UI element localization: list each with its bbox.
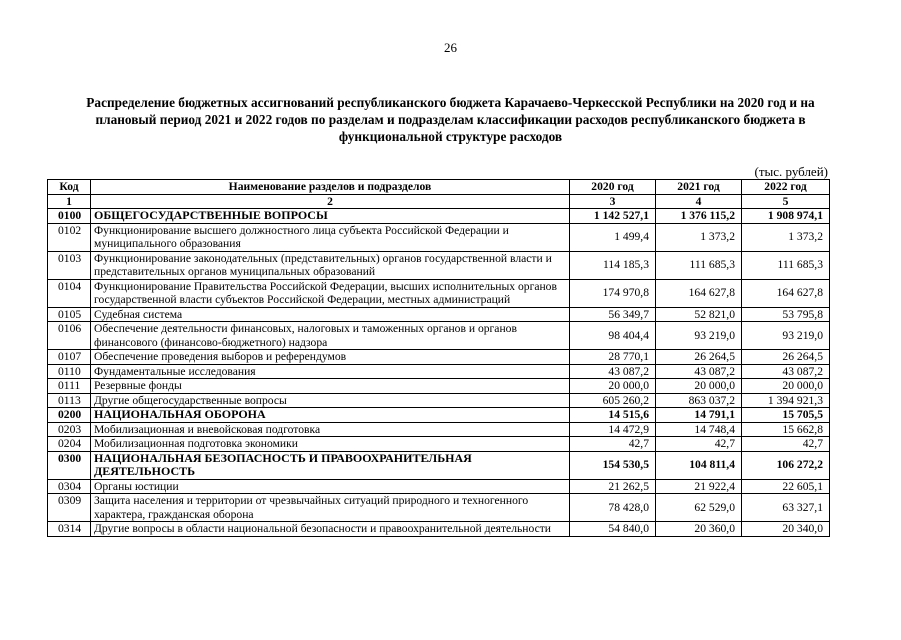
document-title: Распределение бюджетных ассигнований республиканского бюджета Карачаево-Черкесской Республики на 2020 год и на плановый период 2021 и 2022 годов по разделам и подразделам классификации расходов республиканского бюджета в функциональной структуре расходов	[86, 95, 815, 144]
row-code: 0100	[48, 209, 91, 224]
row-value-2021: 104 811,4	[656, 451, 742, 479]
row-code: 0102	[48, 223, 91, 251]
row-code: 0304	[48, 479, 91, 494]
row-value-2022: 63 327,1	[742, 494, 830, 522]
header-2021: 2021 год	[656, 180, 742, 195]
row-value-2021: 43 087,2	[656, 364, 742, 379]
units-label: (тыс. рублей)	[754, 164, 828, 179]
column-number: 4	[656, 194, 742, 209]
table-row	[48, 494, 830, 522]
row-value-2021: 14 791,1	[656, 408, 742, 423]
row-name: Другие вопросы в области национальной безопасности и правоохранительной деятельности	[91, 522, 570, 537]
row-value-2021: 93 219,0	[656, 322, 742, 350]
row-value-2021: 21 922,4	[656, 479, 742, 494]
column-number: 3	[570, 194, 656, 209]
row-value-2020: 114 185,3	[570, 251, 656, 279]
section-row	[48, 408, 830, 423]
row-name: Функционирование высшего должностного лица субъекта Российской Федерации и муниципального образования	[91, 223, 570, 251]
row-value-2020: 1 499,4	[570, 223, 656, 251]
row-value-2020: 54 840,0	[570, 522, 656, 537]
row-value-2022: 164 627,8	[742, 279, 830, 307]
row-code: 0203	[48, 422, 91, 437]
row-value-2020: 154 530,5	[570, 451, 656, 479]
row-value-2021: 20 360,0	[656, 522, 742, 537]
row-code: 0103	[48, 251, 91, 279]
row-value-2020: 14 515,6	[570, 408, 656, 423]
row-value-2021: 1 373,2	[656, 223, 742, 251]
row-name: Судебная система	[91, 307, 570, 322]
row-value-2022: 111 685,3	[742, 251, 830, 279]
table-row	[48, 279, 830, 307]
row-value-2020: 605 260,2	[570, 393, 656, 408]
row-value-2021: 863 037,2	[656, 393, 742, 408]
row-name: Мобилизационная подготовка экономики	[91, 437, 570, 452]
column-number: 1	[48, 194, 91, 209]
row-value-2022: 20 000,0	[742, 379, 830, 394]
header-code: Код	[48, 180, 91, 195]
budget-table	[47, 179, 830, 537]
row-value-2020: 78 428,0	[570, 494, 656, 522]
row-name: Защита населения и территории от чрезвычайных ситуаций природного и техногенного характера, гражданская оборона	[91, 494, 570, 522]
row-value-2021: 26 264,5	[656, 350, 742, 365]
row-value-2021: 20 000,0	[656, 379, 742, 394]
page-number: 26	[444, 40, 457, 55]
row-name: Функционирование законодательных (представительных) органов государственной власти и представительных органов муниципальных образований	[91, 251, 570, 279]
row-value-2021: 1 376 115,2	[656, 209, 742, 224]
row-value-2020: 174 970,8	[570, 279, 656, 307]
column-number-row	[48, 194, 830, 209]
row-value-2020: 43 087,2	[570, 364, 656, 379]
row-value-2020: 56 349,7	[570, 307, 656, 322]
row-code: 0113	[48, 393, 91, 408]
row-code: 0300	[48, 451, 91, 479]
row-value-2020: 1 142 527,1	[570, 209, 656, 224]
row-value-2022: 93 219,0	[742, 322, 830, 350]
row-value-2020: 42,7	[570, 437, 656, 452]
row-name: Фундаментальные исследования	[91, 364, 570, 379]
row-value-2021: 164 627,8	[656, 279, 742, 307]
row-value-2021: 111 685,3	[656, 251, 742, 279]
header-2020: 2020 год	[570, 180, 656, 195]
row-value-2022: 106 272,2	[742, 451, 830, 479]
row-value-2021: 14 748,4	[656, 422, 742, 437]
table-row	[48, 223, 830, 251]
row-value-2020: 98 404,4	[570, 322, 656, 350]
table-row	[48, 350, 830, 365]
row-value-2020: 28 770,1	[570, 350, 656, 365]
row-name: Обеспечение деятельности финансовых, налоговых и таможенных органов и органов финансового (финансово-бюджетного) надзора	[91, 322, 570, 350]
table-row	[48, 479, 830, 494]
row-value-2022: 1 908 974,1	[742, 209, 830, 224]
column-number: 5	[742, 194, 830, 209]
section-row	[48, 209, 830, 224]
row-value-2022: 42,7	[742, 437, 830, 452]
row-name: Резервные фонды	[91, 379, 570, 394]
table-row	[48, 422, 830, 437]
table-row	[48, 393, 830, 408]
row-value-2022: 15 662,8	[742, 422, 830, 437]
row-code: 0314	[48, 522, 91, 537]
table-row	[48, 364, 830, 379]
row-code: 0106	[48, 322, 91, 350]
header-2022: 2022 год	[742, 180, 830, 195]
row-value-2022: 26 264,5	[742, 350, 830, 365]
row-name: Обеспечение проведения выборов и референдумов	[91, 350, 570, 365]
table-row	[48, 251, 830, 279]
table-row	[48, 307, 830, 322]
row-value-2022: 22 605,1	[742, 479, 830, 494]
table-row	[48, 437, 830, 452]
column-number: 2	[91, 194, 570, 209]
row-name: НАЦИОНАЛЬНАЯ БЕЗОПАСНОСТЬ И ПРАВООХРАНИТЕЛЬНАЯ ДЕЯТЕЛЬНОСТЬ	[91, 451, 570, 479]
table-row	[48, 522, 830, 537]
section-row	[48, 451, 830, 479]
row-name: Мобилизационная и вневойсковая подготовка	[91, 422, 570, 437]
row-name: Органы юстиции	[91, 479, 570, 494]
row-value-2021: 62 529,0	[656, 494, 742, 522]
row-code: 0104	[48, 279, 91, 307]
row-value-2022: 53 795,8	[742, 307, 830, 322]
row-code: 0111	[48, 379, 91, 394]
row-code: 0107	[48, 350, 91, 365]
row-code: 0105	[48, 307, 91, 322]
row-code: 0200	[48, 408, 91, 423]
row-value-2022: 20 340,0	[742, 522, 830, 537]
row-value-2022: 43 087,2	[742, 364, 830, 379]
row-value-2021: 52 821,0	[656, 307, 742, 322]
row-code: 0110	[48, 364, 91, 379]
row-name: НАЦИОНАЛЬНАЯ ОБОРОНА	[91, 408, 570, 423]
header-row	[48, 180, 830, 195]
row-code: 0204	[48, 437, 91, 452]
table-row	[48, 322, 830, 350]
table-row	[48, 379, 830, 394]
header-name: Наименование разделов и подразделов	[91, 180, 570, 195]
row-value-2022: 1 373,2	[742, 223, 830, 251]
row-value-2022: 1 394 921,3	[742, 393, 830, 408]
row-name: ОБЩЕГОСУДАРСТВЕННЫЕ ВОПРОСЫ	[91, 209, 570, 224]
row-name: Другие общегосударственные вопросы	[91, 393, 570, 408]
row-code: 0309	[48, 494, 91, 522]
row-value-2020: 21 262,5	[570, 479, 656, 494]
row-value-2021: 42,7	[656, 437, 742, 452]
row-name: Функционирование Правительства Российской Федерации, высших исполнительных органов государственной власти субъектов Российской Федерации, местных администраций	[91, 279, 570, 307]
row-value-2020: 14 472,9	[570, 422, 656, 437]
row-value-2022: 15 705,5	[742, 408, 830, 423]
row-value-2020: 20 000,0	[570, 379, 656, 394]
